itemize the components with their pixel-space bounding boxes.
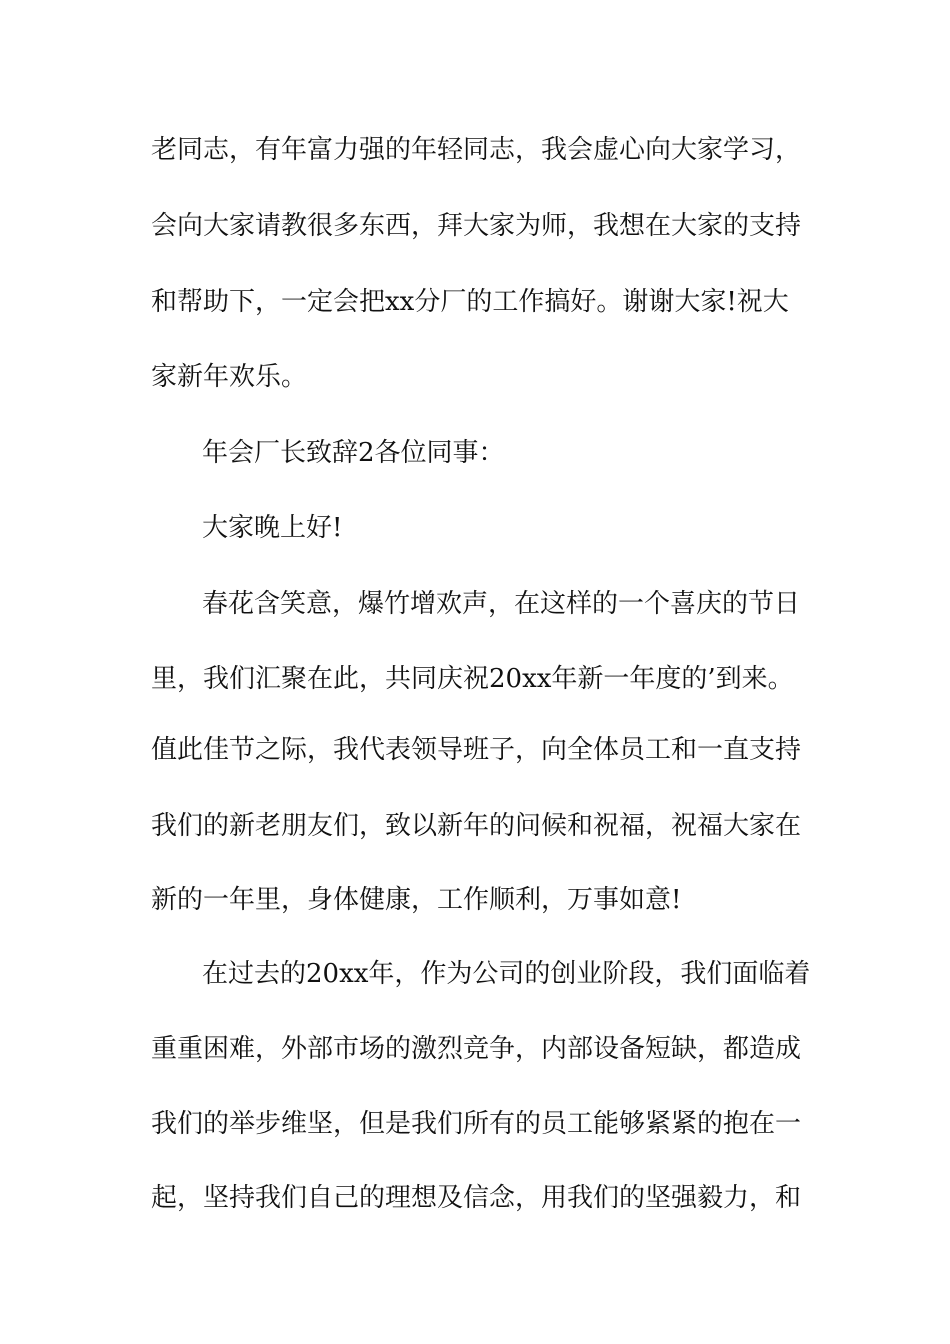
text-line-9: 值此佳节之际，我代表领导班子，向全体员工和一直支持 [151, 735, 802, 765]
text-line-7: 春花含笑意，爆竹增欢声，在这样的一个喜庆的节日 [202, 589, 801, 619]
text-line-2: 会向大家请教很多东西，拜大家为师，我想在大家的支持 [151, 211, 802, 241]
text-line-1: 老同志，有年富力强的年轻同志，我会虚心向大家学习， [151, 135, 802, 165]
text-line-10: 我们的新老朋友们，致以新年的问候和祝福，祝福大家在 [151, 811, 802, 841]
text-line-6-greeting: 大家晚上好! [202, 513, 343, 543]
text-line-12: 在过去的20xx年，作为公司的创业阶段，我们面临着 [202, 959, 811, 989]
text-line-5-heading: 年会厂长致辞2各位同事： [202, 438, 505, 468]
text-line-8: 里，我们汇聚在此，共同庆祝20xx年新一年度的’到来。 [151, 664, 794, 694]
text-line-13: 重重困难，外部市场的激烈竞争，内部设备短缺，都造成 [151, 1034, 802, 1064]
text-line-14: 我们的举步维坚，但是我们所有的员工能够紧紧的抱在一 [151, 1109, 802, 1139]
text-line-4: 家新年欢乐。 [151, 362, 308, 392]
text-line-11: 新的一年里，身体健康，工作顺利，万事如意! [151, 885, 682, 915]
text-line-15: 起，坚持我们自己的理想及信念，用我们的坚强毅力，和 [151, 1183, 802, 1213]
text-line-3: 和帮助下，一定会把xx分厂的工作搞好。谢谢大家!祝大 [151, 287, 789, 317]
